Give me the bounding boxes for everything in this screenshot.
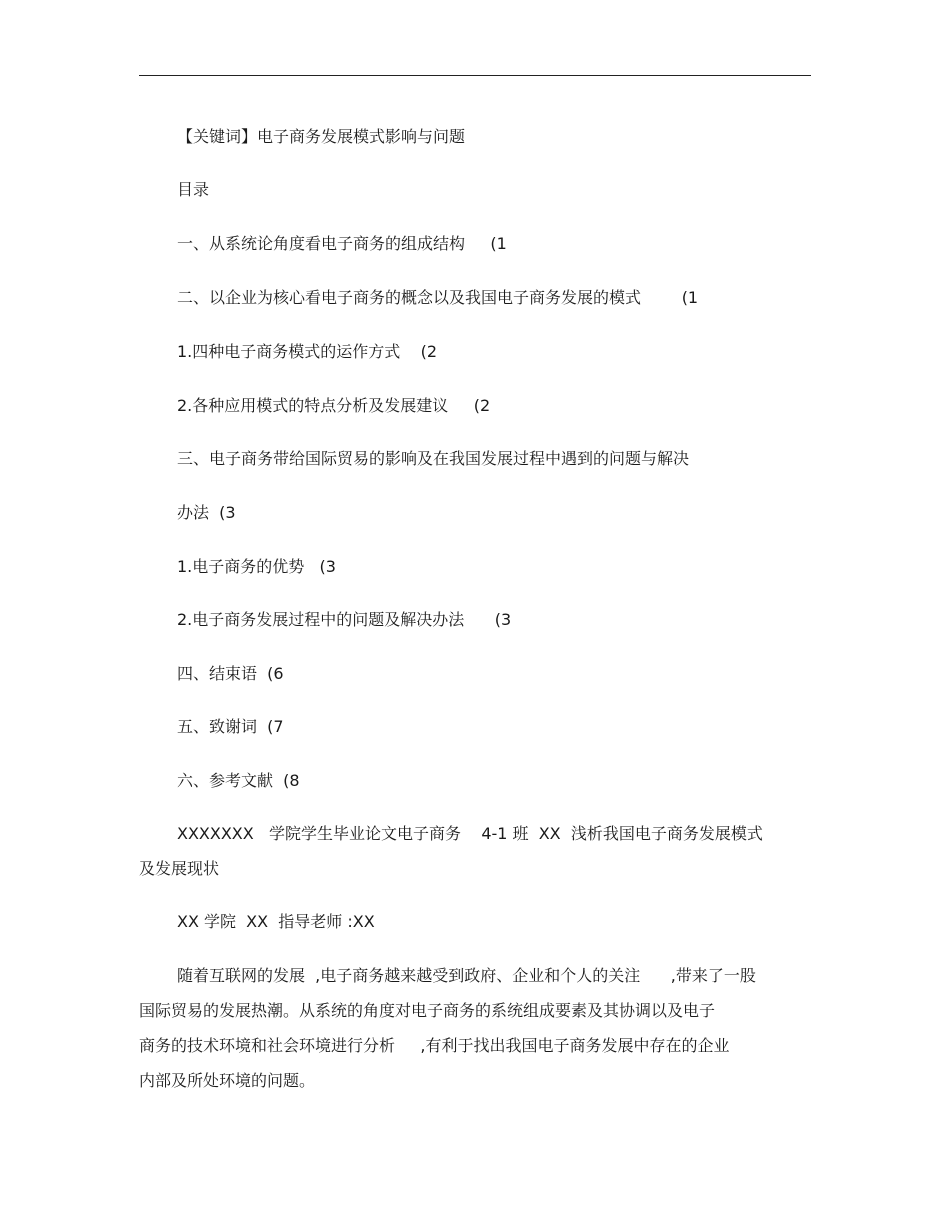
toc-item: 一、从系统论角度看电子商务的组成结构 (1 [177,234,507,253]
toc-item: 三、电子商务带给国际贸易的影响及在我国发展过程中遇到的问题与解决 [177,449,690,468]
toc-item: 四、结束语 (6 [177,664,284,683]
toc-item: 1.电子商务的优势 (3 [177,557,336,576]
abstract-line: 随着互联网的发展 ,电子商务越来越受到政府、企业和个人的关注 ,带来了一股 [177,966,756,985]
author-line: XX 学院 XX 指导老师 :XX [177,912,375,931]
toc-item: 2.各种应用模式的特点分析及发展建议 (2 [177,396,491,415]
toc-title: 目录 [177,180,210,199]
toc-item: 2.电子商务发展过程中的问题及解决办法 (3 [177,610,512,629]
header-rule [139,75,811,76]
keywords-line: 【关键词】电子商务发展模式影响与问题 [177,127,466,146]
toc-item: 六、参考文献 (8 [177,771,300,790]
abstract-line: 内部及所处环境的问题。 [139,1071,316,1090]
abstract-line: 商务的技术环境和社会环境进行分析 ,有利于找出我国电子商务发展中存在的企业 [139,1036,730,1055]
toc-item: 办法 (3 [177,503,236,522]
toc-item: 1.四种电子商务模式的运作方式 (2 [177,342,438,361]
toc-item: 二、以企业为核心看电子商务的概念以及我国电子商务发展的模式 (1 [177,288,699,307]
toc-item: 五、致谢词 (7 [177,717,284,736]
abstract-line: 国际贸易的发展热潮。从系统的角度对电子商务的系统组成要素及其协调以及电子 [139,1001,716,1020]
thesis-title-continuation: 及发展现状 [139,859,220,878]
thesis-title-line: XXXXXXX 学院学生毕业论文电子商务 4-1 班 XX 浅析我国电子商务发展模式 [177,824,763,843]
